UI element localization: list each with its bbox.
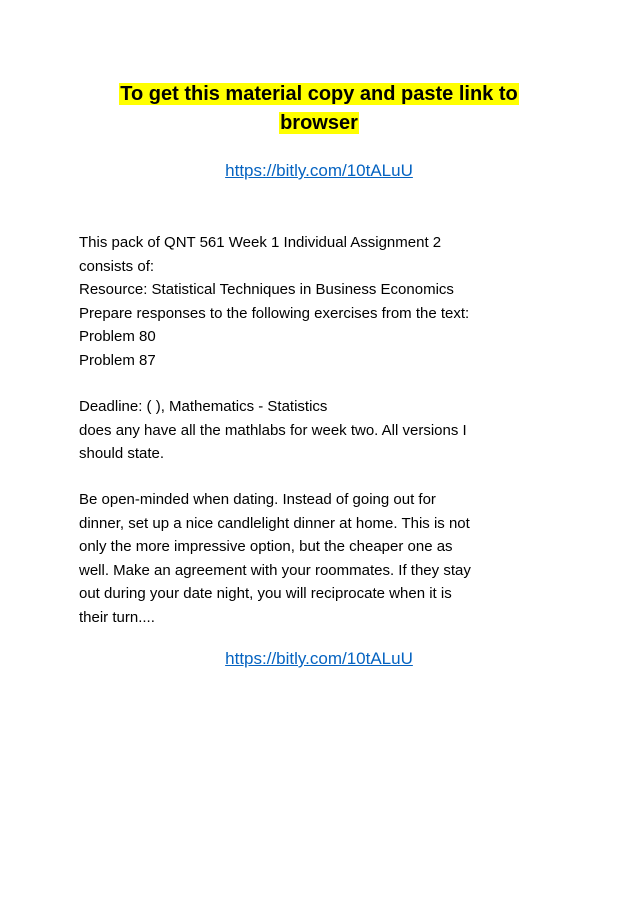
description-line: Problem 80 xyxy=(79,328,156,345)
deadline-paragraph xyxy=(79,395,569,466)
description-line: Resource: Statistical Techniques in Business Economics xyxy=(79,281,454,298)
advice-paragraph xyxy=(79,488,569,629)
deadline-line: does any have all the mathlabs for week two. All versions I xyxy=(79,421,467,439)
advice-line: Be open-minded when dating. Instead of going out for xyxy=(79,491,436,508)
material-link-bottom[interactable]: https://bitly.com/10tALuU xyxy=(225,649,413,668)
advice-line: only the more impressive option, but the cheaper one as xyxy=(79,538,453,555)
deadline-line: Deadline: ( ), Mathematics - Statistics xyxy=(79,398,328,415)
advice-line: dinner, set up a nice candlelight dinner at home. This is not xyxy=(79,514,470,532)
description-line: consists of: xyxy=(79,257,155,275)
advice-line: out during your date night, you will reciprocate when it is xyxy=(79,585,452,602)
deadline-line: should state. xyxy=(79,445,165,462)
headline-line-2: browser xyxy=(280,112,358,134)
advice-line: well. Make an agreement with your roommates. If they stay xyxy=(79,561,471,579)
description-paragraph xyxy=(79,231,569,372)
material-link-top[interactable]: https://bitly.com/10tALuU xyxy=(225,161,413,180)
description-line: Prepare responses to the following exercises from the text: xyxy=(79,304,470,322)
advice-line: their turn.... xyxy=(79,608,155,626)
headline xyxy=(60,80,578,138)
description-line: This pack of QNT 561 Week 1 Individual Assignment 2 xyxy=(79,234,442,251)
headline-line-1: To get this material copy and paste link to xyxy=(120,83,518,105)
description-line: Problem 87 xyxy=(79,351,156,369)
